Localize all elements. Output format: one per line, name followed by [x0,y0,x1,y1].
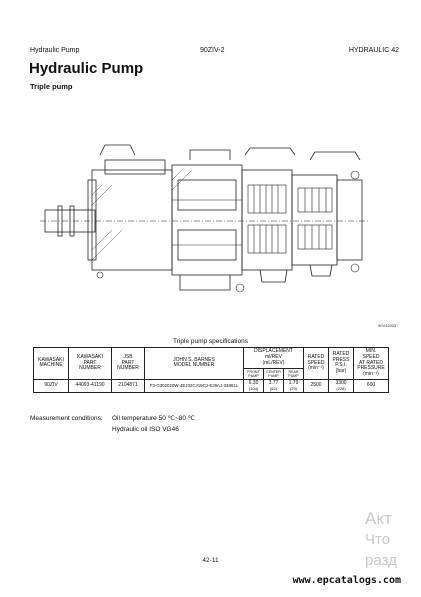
table-header-row [34,348,389,369]
table-title: Triple pump specifications [173,338,248,345]
page-number: 42-11 [202,557,219,564]
col-min-speed: MIN. SPEED AT RATED PRESSURE (min⁻¹) [354,348,389,380]
site-link[interactable]: www.epcatalogs.com [292,575,401,586]
header-right: HYDRAULIC 42 [348,47,399,54]
col-center-pump: CENTER PUMP [264,369,284,380]
col-rated-press: RATED PRESS P.S.I. (bar) [329,348,354,380]
measurement-conditions [30,414,195,422]
col-rear-pump: REAR PUMP [284,369,304,380]
col-jsb-part: JSB PART NUMBER [112,348,145,380]
cell-john-barnes: F3-G302020W-4EJ32CJ19CJ-EJ9AJ-34861L [145,379,244,392]
section-subtitle: Triple pump [30,82,73,91]
cell-rated-press: 3300 (228) [329,379,354,392]
spec-table [33,347,389,393]
page-title: Hydraulic Pump [29,60,144,77]
cell-disp-front: 6.30 (104) [244,379,264,392]
col-rated-speed: RATED SPEED (min⁻¹) [304,348,329,380]
col-kawasaki-part: KAWASAKI PART NUMBER [69,348,112,380]
col-machine: KAWASAKI MACHINE [34,348,69,380]
figure-code: 90V42003 [378,323,397,328]
triple-pump-drawing [30,100,390,335]
cell-rated-speed: 2500 [304,379,329,392]
header-left: Hydraulic Pump [30,47,80,54]
col-displacement: DISPLACEMENT ml/REV (mL/REV) [244,348,304,369]
measurement-oil-temp: Oil temperature 50 ℃~80 ℃ [112,415,196,422]
col-front-pump: FRONT PUMP [244,369,264,380]
header-center: 90ZIV-2 [200,47,225,54]
measurement-oil-grade: Hydraulic oil ISO VG46 [112,426,179,433]
cell-min-speed: 600 [354,379,389,392]
cell-jsb-part: 2104871 [112,379,145,392]
table-row [34,379,389,392]
measurement-label: Measurement conditions: [30,415,103,422]
cell-disp-rear: 1.79 (29) [284,379,304,392]
cell-kawasaki-part: 44093-41190 [69,379,112,392]
cell-disp-center: 3.77 (62) [264,379,284,392]
cell-machine: 90ZIV [34,379,69,392]
col-john-barnes: JOHN S. BARNES MODEL NUMBER [145,348,244,380]
activation-watermark: Акт Что разд [365,509,397,569]
